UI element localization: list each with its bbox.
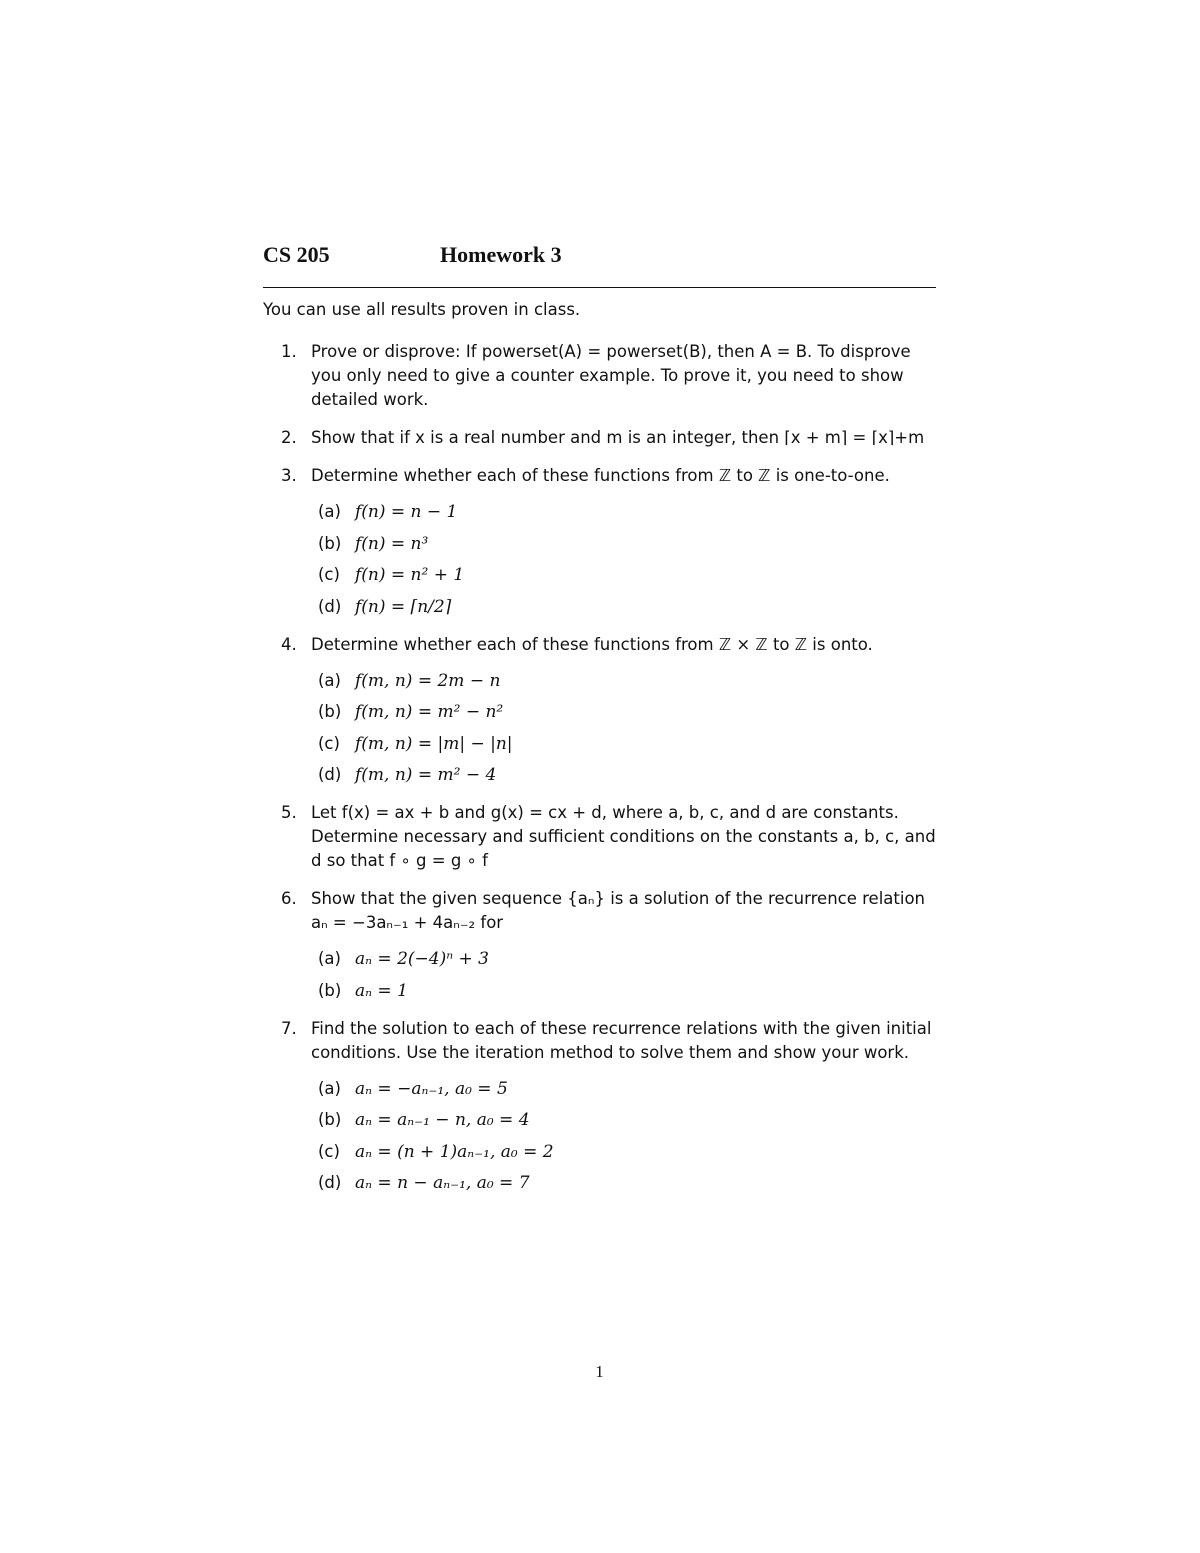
problem-text: Show that if x is a real number and m is an integer, then ⌈x + m⌉ = ⌈x⌉+m — [311, 428, 925, 447]
subpart — [311, 1171, 936, 1195]
subpart-expression: f(n) = n − 1 — [355, 502, 458, 522]
problem-2 — [263, 426, 936, 450]
subpart — [311, 1140, 936, 1164]
subpart-label: (a) — [318, 949, 341, 968]
subpart-expression: f(n) = ⌈n/2⌉ — [355, 596, 452, 617]
subpart-expression: f(n) = n² + 1 — [355, 565, 465, 585]
intro-text: You can use all results proven in class. — [263, 300, 581, 319]
problem-3 — [263, 464, 936, 619]
document-page — [263, 0, 936, 1553]
subpart-expression: aₙ = aₙ₋₁ − n, a₀ = 4 — [355, 1110, 530, 1130]
subpart — [311, 732, 936, 756]
page-number: 1 — [595, 1362, 604, 1381]
subpart-expression: f(n) = n³ — [355, 533, 429, 554]
subpart-label: (c) — [318, 1141, 340, 1161]
assignment-title: Homework 3 — [440, 242, 562, 267]
problem-1 — [263, 340, 936, 412]
subpart-expression: f(m, n) = m² − 4 — [355, 765, 497, 785]
subpart-list — [311, 1077, 936, 1196]
subpart-label: (b) — [318, 1110, 342, 1129]
subpart — [311, 947, 936, 971]
course-code: CS 205 — [263, 242, 330, 267]
problem-number: 2. — [281, 428, 297, 447]
subpart-label: (d) — [318, 765, 342, 784]
subpart — [311, 669, 936, 693]
subpart-label: (d) — [318, 1173, 342, 1192]
problem-text: Determine whether each of these functions from ℤ to ℤ is one-to-one. — [311, 466, 890, 485]
problem-number: 1. — [281, 342, 297, 361]
subpart-expression: f(m, n) = 2m − n — [355, 670, 501, 691]
problem-number: 3. — [281, 466, 297, 485]
subpart-expression: f(m, n) = m² − n² — [355, 702, 504, 722]
problem-7 — [263, 1017, 936, 1196]
problem-list — [263, 340, 936, 1209]
subpart-label: (a) — [318, 1078, 341, 1098]
subpart-label: (a) — [318, 670, 341, 690]
subpart — [311, 500, 936, 524]
problem-5 — [263, 801, 936, 873]
header-rule — [263, 287, 936, 288]
problem-4 — [263, 633, 936, 788]
subpart — [311, 979, 936, 1003]
subpart-label: (b) — [318, 980, 342, 1000]
subpart-list — [311, 947, 936, 1003]
subpart-label: (a) — [318, 502, 341, 521]
page-header — [263, 242, 936, 272]
subpart-list — [311, 500, 936, 619]
problem-text: Determine whether each of these functions from ℤ × ℤ to ℤ is onto. — [311, 634, 873, 654]
subpart-list — [311, 669, 936, 788]
problem-number: 5. — [281, 803, 297, 822]
subpart-expression: aₙ = n − aₙ₋₁, a₀ = 7 — [355, 1173, 530, 1193]
subpart-expression: aₙ = 2(−4)ⁿ + 3 — [355, 949, 489, 969]
subpart-label: (d) — [318, 596, 342, 616]
problem-6 — [263, 887, 936, 1003]
subpart — [311, 700, 936, 724]
problem-text: Show that the given sequence {aₙ} is a solution of the recurrence relation aₙ = −3aₙ₋₁ + 4aₙ₋₂ for — [311, 889, 926, 932]
problem-text: Prove or disprove: If powerset(A) = powerset(B), then A = B. To disprove you only need to give a counter example. To prove it, you need to show detailed work. — [311, 342, 911, 409]
problem-text: Find the solution to each of these recurrence relations with the given initial conditions. Use the iteration method to solve them and show your work. — [311, 1018, 932, 1062]
subpart — [311, 532, 936, 556]
subpart — [311, 563, 936, 587]
problem-text: Let f(x) = ax + b and g(x) = cx + d, where a, b, c, and d are constants. Determine necessary and sufficient conditions on the constants a, b, c, and d so that f ∘ g = g ∘ f — [311, 803, 936, 870]
subpart-expression: aₙ = −aₙ₋₁, a₀ = 5 — [355, 1078, 508, 1099]
subpart — [311, 595, 936, 619]
problem-number: 7. — [281, 1018, 297, 1038]
subpart — [311, 1108, 936, 1132]
problem-number: 4. — [281, 634, 297, 654]
subpart-label: (b) — [318, 702, 342, 721]
subpart-expression: aₙ = 1 — [355, 980, 408, 1001]
subpart-label: (c) — [318, 733, 340, 753]
subpart — [311, 763, 936, 787]
subpart-label: (b) — [318, 533, 342, 553]
problem-number: 6. — [281, 889, 297, 908]
subpart-expression: aₙ = (n + 1)aₙ₋₁, a₀ = 2 — [355, 1141, 554, 1162]
subpart-expression: f(m, n) = |m| − |n| — [355, 733, 513, 754]
subpart — [311, 1077, 936, 1101]
subpart-label: (c) — [318, 565, 340, 584]
